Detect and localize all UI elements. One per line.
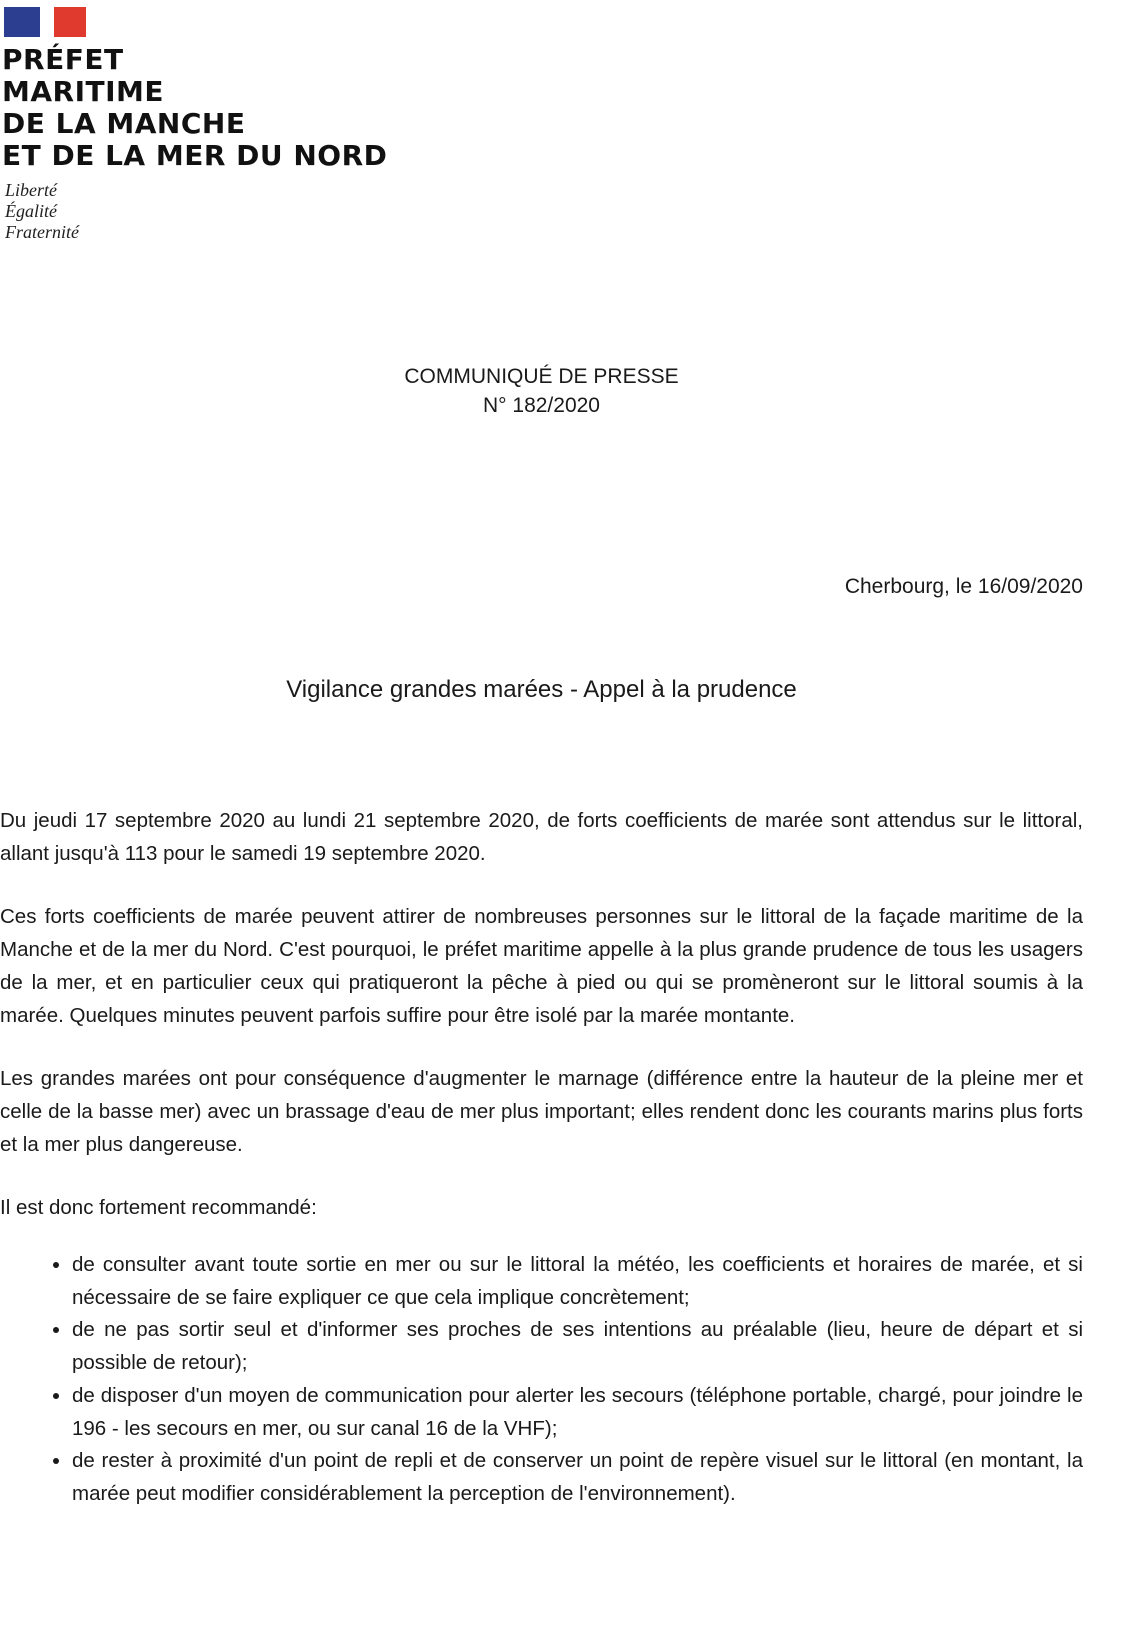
flag-blue: [4, 7, 40, 37]
paragraph: Il est donc fortement recommandé:: [0, 1196, 317, 1220]
org-line: ET DE LA MER DU NORD: [2, 139, 388, 172]
press-release-heading: [0, 362, 1083, 420]
recommendation-list: [0, 1249, 1083, 1511]
marianne-logo-flag: [4, 7, 86, 37]
motto-line: Égalité: [5, 201, 57, 221]
org-line: DE LA MANCHE: [2, 107, 246, 140]
flag-red: [54, 7, 86, 37]
list-item: • de consulter avant toute sortie en mer ou sur le littoral la météo, les coefficients et horaires de marée, et si nécessaire de se faire expliquer ce que cela implique concrètement;: [72, 1249, 1083, 1314]
document-type: COMMUNIQUÉ DE PRESSE: [404, 365, 679, 388]
document-body: [0, 805, 1083, 1511]
list-item: • de ne pas sortir seul et d'informer ses proches de ses intentions au préalable (lieu, heure de départ et si possible de retour);: [72, 1314, 1083, 1379]
org-line: MARITIME: [2, 75, 165, 108]
paragraph: Les grandes marées ont pour conséquence d'augmenter le marnage (différence entre la hauteur de la pleine mer et celle de la basse mer) avec un brassage d'eau de mer plus important; elles rendent donc les courants marins plus forts et la mer plus dangereuse.: [0, 1067, 1083, 1156]
organization-name: [2, 44, 387, 172]
republic-motto: [5, 180, 79, 243]
document-title: Vigilance grandes marées - Appel à la prudence: [286, 676, 797, 703]
place-date: Cherbourg, le 16/09/2020: [844, 575, 1083, 598]
flag-white: [40, 7, 54, 37]
list-item: • de rester à proximité d'un point de repli et de conserver un point de repère visuel sur le littoral (en montant, la marée peut modifier considérablement la perception de l'environnement).: [72, 1445, 1083, 1510]
list-item: • de disposer d'un moyen de communication pour alerter les secours (téléphone portable, chargé, pour joindre le 196 - les secours en mer, ou sur canal 16 de la VHF);: [72, 1380, 1083, 1445]
document-number: N° 182/2020: [483, 394, 600, 417]
motto-line: Liberté: [5, 180, 57, 200]
paragraph: Du jeudi 17 septembre 2020 au lundi 21 septembre 2020, de forts coefficients de marée sont attendus sur le littoral, allant jusqu'à 113 pour le samedi 19 septembre 2020.: [0, 809, 1083, 865]
motto-line: Fraternité: [5, 222, 79, 242]
org-line: PRÉFET: [2, 43, 124, 76]
paragraph: Ces forts coefficients de marée peuvent attirer de nombreuses personnes sur le littoral de la façade maritime de la Manche et de la mer du Nord. C'est pourquoi, le préfet maritime appelle à la plus grande prudence de tous les usagers de la mer, et en particulier ceux qui pratiqueront la pêche à pied ou qui se promèneront sur le littoral soumis à la marée. Quelques minutes peuvent parfois suffire pour être isolé par la marée montante.: [0, 905, 1083, 1027]
